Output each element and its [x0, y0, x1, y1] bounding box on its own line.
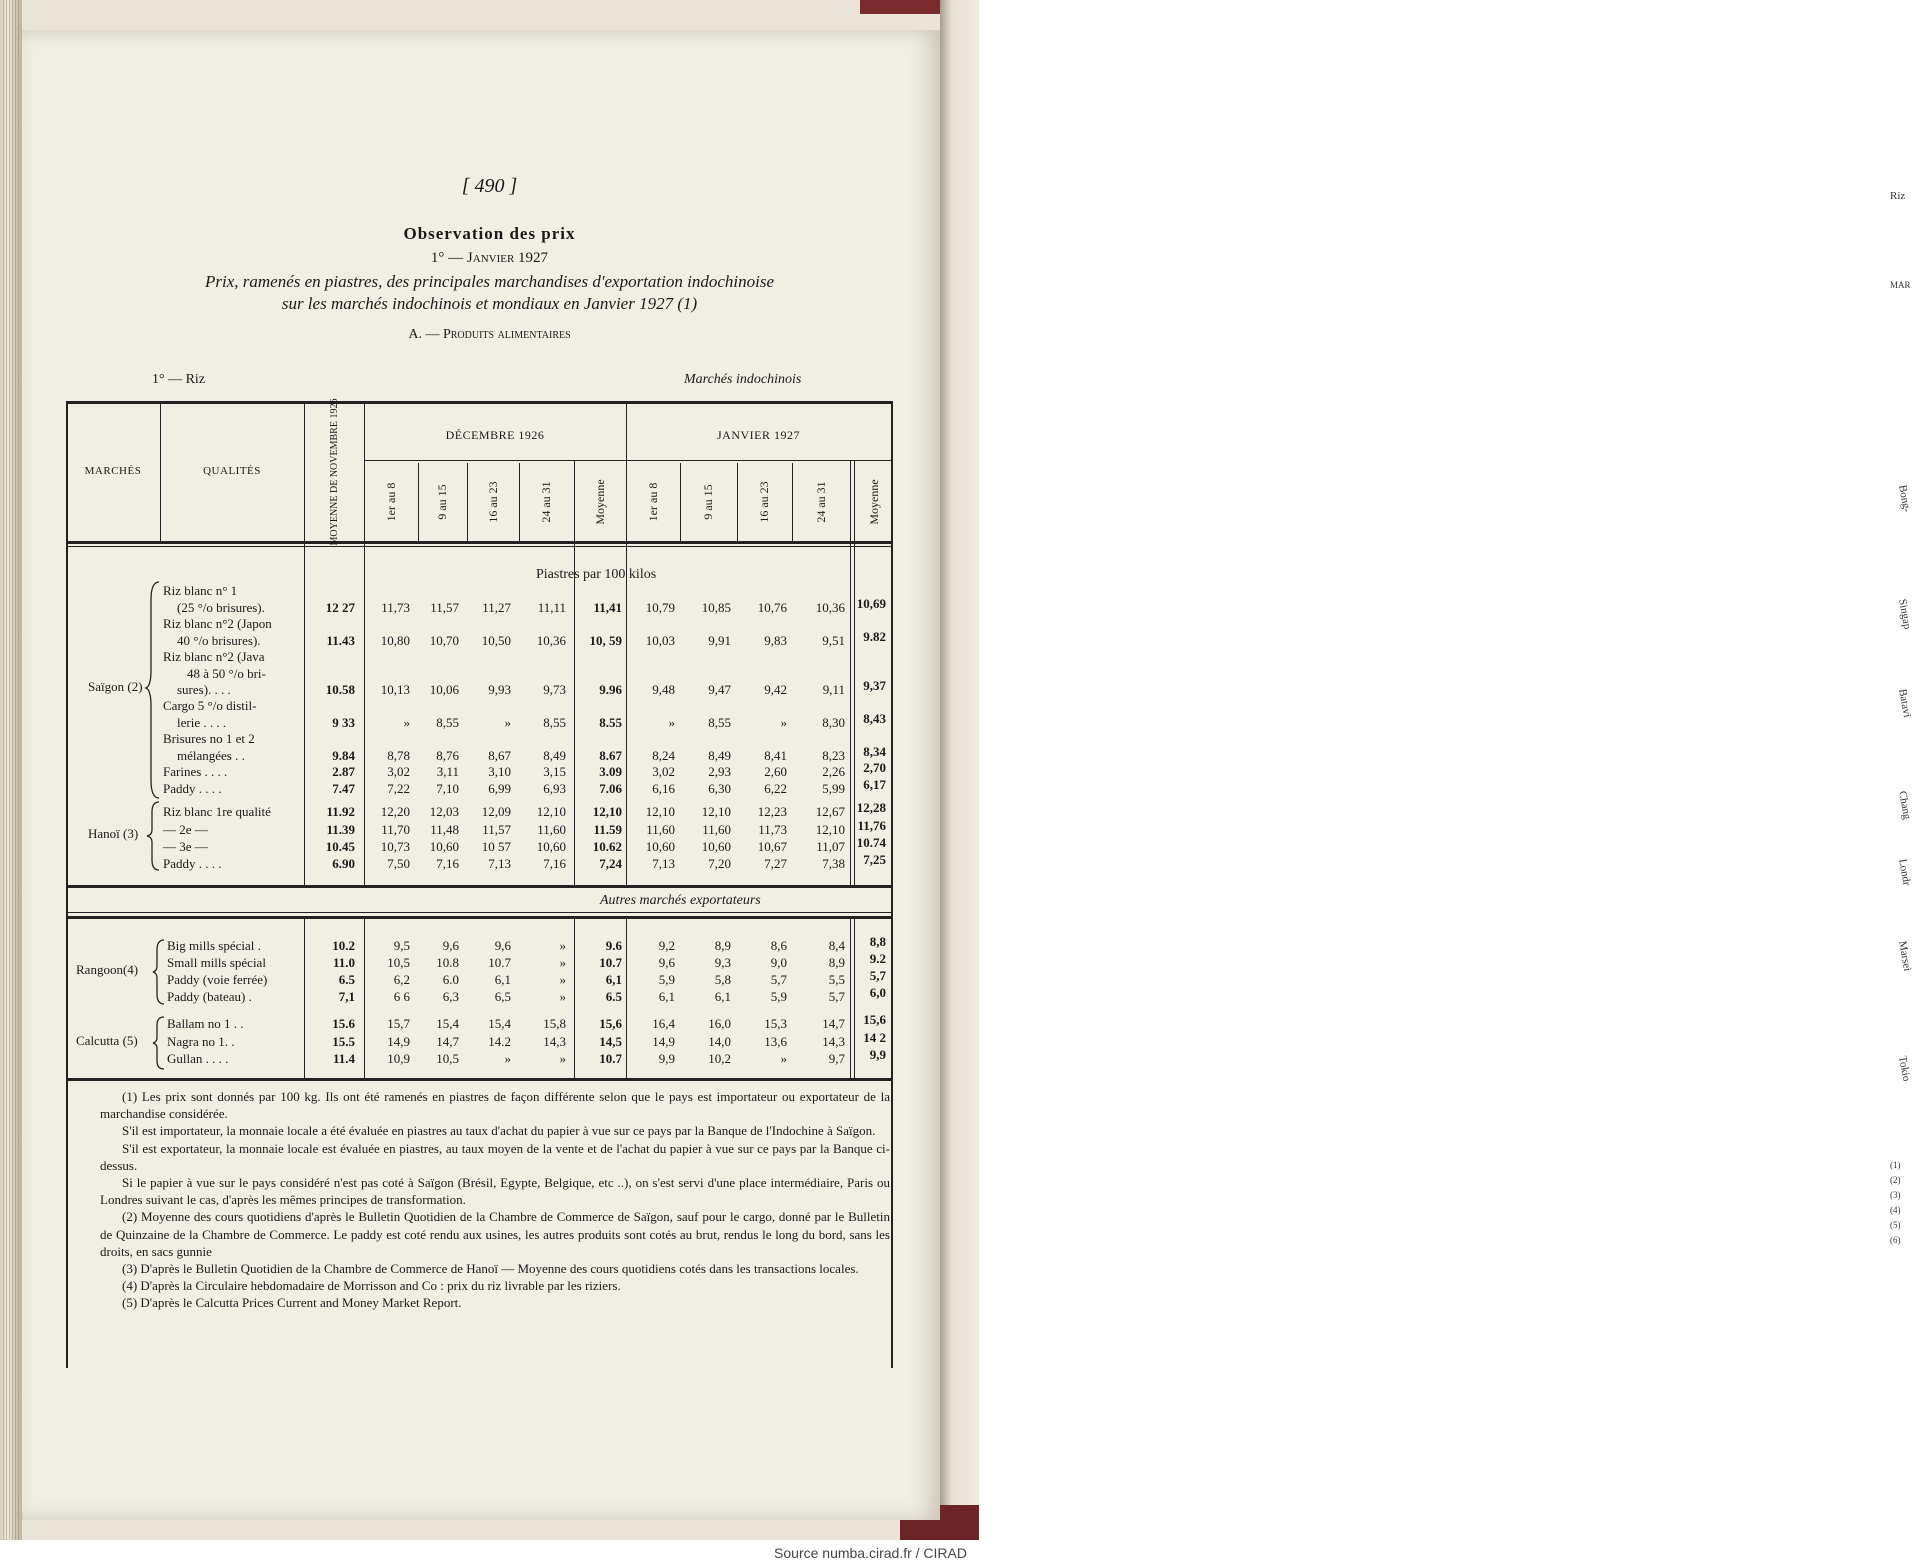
price-cell: 8,41: [764, 747, 787, 763]
footnote: S'il est exportateur, la monnaie locale est évaluée en piastres, au taux moyen de la vente et de l'achat du papier à vue sur ce pays par la Banque ci-dessus.: [100, 1140, 890, 1173]
price-cell: 14,3: [822, 1034, 845, 1049]
footnote: S'il est importateur, la monnaie locale a été évaluée en piastres au taux d'achat du papier à vue sur ce pays par la Banque de l'Indochine à Saïgon.: [122, 1123, 876, 1139]
price-cell: 14,7: [822, 1016, 845, 1031]
price-cell: 12,10: [701, 804, 731, 819]
side-fragment: Batavi: [1896, 688, 1913, 719]
price-cell: 8,43: [863, 710, 886, 726]
price-cell: 11,41: [593, 599, 622, 615]
side-fragment: Chang: [1896, 790, 1913, 821]
price-cell: 8.67: [599, 747, 622, 763]
header-period: 16 au 23: [757, 481, 771, 523]
price-cell: 8,9: [714, 938, 731, 953]
price-cell: 9 33: [332, 714, 355, 730]
price-cell: 10.8: [436, 955, 459, 970]
quality-label: mélangées . .: [177, 747, 245, 763]
price-cell: 11,48: [430, 822, 459, 837]
price-cell: 7,38: [822, 856, 845, 871]
price-cell: 14 2: [863, 1030, 886, 1045]
price-cell: 3,02: [652, 764, 675, 779]
price-cell: 10.45: [325, 839, 355, 854]
side-fragment: (1): [1890, 1160, 1901, 1170]
price-cell: 6.5: [605, 989, 622, 1004]
price-cell: 14,3: [543, 1034, 566, 1049]
price-cell: 7.47: [332, 781, 355, 796]
price-cell: 9,6: [442, 938, 459, 953]
price-cell: 7,13: [488, 856, 511, 871]
price-cell: 6,3: [442, 989, 459, 1004]
price-cell: 11.4: [332, 1051, 355, 1066]
price-cell: 12,10: [645, 804, 675, 819]
price-cell: »: [504, 714, 511, 730]
price-cell: 9.6: [605, 938, 622, 953]
price-cell: »: [559, 938, 566, 953]
footnote: Si le papier à vue sur le pays considéré n'est pas coté à Saïgon (Brésil, Egypte, Belgique, etc ..), on s'est servi d'une place intermédiaire, Paris ou Londres suivant le cas, d'après les mêmes principes de transformation.: [100, 1175, 890, 1208]
price-cell: 6.5: [338, 972, 355, 987]
source-credit: Source numba.cirad.fr / CIRAD: [774, 1545, 967, 1561]
price-cell: 7,24: [599, 856, 622, 871]
price-cell: 10,60: [645, 839, 675, 854]
price-cell: 10.2: [332, 938, 355, 953]
price-cell: 9,9: [658, 1051, 675, 1066]
quality-label: Paddy . . . .: [163, 781, 222, 796]
footnote: (2) Moyenne des cours quotidiens d'après le Bulletin Quotidien de la Chambre de Commerce de Saïgon, sauf pour le cargo, donné par le Bulletin de Quinzaine de la Chambre de Commerce. Le paddy est coté rendu aux usines, les autres produits sont cotés au brut, rendus le long du bord, sans les droits, en sacs gunnie: [100, 1209, 890, 1259]
price-cell: 5,5: [828, 972, 845, 987]
price-cell: 12,10: [815, 822, 845, 837]
price-cell: 6,22: [764, 781, 787, 796]
side-fragment: (5): [1890, 1220, 1901, 1230]
quality-label: Nagra no 1. .: [167, 1034, 235, 1049]
price-cell: 8.55: [599, 714, 622, 730]
price-cell: 3,10: [488, 764, 511, 779]
quality-label: Cargo 5 °/o distil-: [163, 698, 257, 713]
price-cell: 10,36: [815, 599, 845, 615]
price-cell: 15,6: [599, 1016, 622, 1031]
price-cell: 3,15: [543, 764, 566, 779]
price-cell: 9,91: [708, 632, 731, 648]
price-cell: 15,7: [387, 1016, 410, 1031]
side-fragment: (4): [1890, 1205, 1901, 1215]
price-cell: 6,2: [393, 972, 410, 987]
brace-rangoon: [152, 938, 166, 1006]
price-cell: 10.58: [325, 682, 355, 697]
price-cell: 9,9: [869, 1047, 886, 1062]
quality-label: sures). . . .: [177, 682, 231, 697]
header-december: DÉCEMBRE 1926: [445, 428, 545, 442]
side-fragment: Marsei: [1896, 940, 1913, 973]
price-cell: 10,80: [380, 632, 410, 648]
price-cell: 15,4: [488, 1016, 511, 1031]
price-cell: 9.2: [869, 951, 886, 966]
price-cell: 9,42: [764, 682, 787, 697]
price-cell: 7,13: [652, 856, 675, 871]
price-cell: 7,25: [863, 852, 886, 867]
price-cell: 11,11: [537, 599, 566, 615]
price-cell: 10.74: [856, 835, 886, 850]
price-cell: 9.96: [599, 682, 622, 697]
price-cell: 2,26: [822, 764, 845, 779]
price-cell: 11,27: [482, 599, 511, 615]
price-cell: 3,11: [436, 764, 459, 779]
header-period: 9 au 15: [435, 484, 449, 520]
brace-hanoi: [146, 800, 162, 872]
price-cell: 7,10: [436, 781, 459, 796]
price-cell: 11.43: [326, 632, 355, 648]
price-cell: 8,34: [863, 743, 886, 759]
quality-label: Riz blanc 1re qualité: [163, 804, 271, 819]
side-fragment: (3): [1890, 1190, 1901, 1200]
price-cell: 10,2: [708, 1051, 731, 1066]
price-cell: 11.92: [326, 804, 355, 819]
brace-calcutta: [152, 1015, 166, 1071]
price-cell: 10,79: [645, 599, 675, 615]
price-cell: 11,60: [537, 822, 566, 837]
quality-label: 48 à 50 °/o bri-: [187, 665, 266, 681]
price-cell: 7,22: [387, 781, 410, 796]
price-cell: »: [403, 714, 410, 730]
quality-label: Paddy (bateau) .: [167, 989, 252, 1004]
price-cell: 2,60: [764, 764, 787, 779]
price-cell: 8,23: [822, 747, 845, 763]
price-cell: 9,73: [543, 682, 566, 697]
quality-label: Farines . . . .: [163, 764, 228, 779]
header-january: JANVIER 1927: [717, 428, 800, 442]
footnote: (3) D'après le Bulletin Quotidien de la Chambre de Commerce de Hanoï — Moyenne des cours quotidiens cotés dans les transactions locales.: [122, 1261, 859, 1277]
quality-label: — 2e —: [163, 822, 208, 837]
quality-label: Riz blanc n°2 (Japon: [163, 616, 272, 631]
price-cell: 11,73: [758, 822, 787, 837]
price-cell: »: [668, 714, 675, 730]
price-cell: »: [780, 1051, 787, 1066]
header-period: 24 au 31: [539, 481, 553, 523]
price-cell: 14,9: [387, 1034, 410, 1049]
price-cell: 10,06: [429, 682, 459, 697]
price-cell: 7,16: [436, 856, 459, 871]
quality-label: Paddy . . . .: [163, 856, 222, 871]
page-number: [ 490 ]: [461, 175, 518, 197]
side-fragment: Riz: [1890, 190, 1906, 202]
price-cell: 9,5: [393, 938, 410, 953]
price-cell: »: [559, 955, 566, 970]
market-saigon: Saïgon (2): [88, 679, 143, 694]
price-cell: 11,73: [381, 599, 410, 615]
price-cell: »: [559, 1051, 566, 1066]
price-cell: 15,6: [863, 1012, 886, 1027]
price-cell: 11,60: [646, 822, 675, 837]
price-cell: 12 27: [325, 599, 355, 615]
price-cell: 7,50: [387, 856, 410, 871]
price-cell: 2.87: [332, 764, 355, 779]
price-cell: 8,55: [708, 714, 731, 730]
price-cell: 15.5: [332, 1034, 355, 1049]
price-cell: »: [559, 972, 566, 987]
quality-label: (25 °/o brisures).: [177, 599, 265, 615]
header-period: Moyenne: [593, 479, 607, 525]
price-cell: »: [504, 1051, 511, 1066]
price-cell: 8,55: [543, 714, 566, 730]
price-cell: 9.84: [332, 747, 355, 763]
price-cell: 10,60: [429, 839, 459, 854]
price-cell: 8,6: [770, 938, 787, 953]
footnotes: [100, 1088, 890, 1312]
price-cell: 10,70: [429, 632, 459, 648]
quality-label: — 3e —: [163, 839, 208, 854]
price-cell: 6,5: [494, 989, 511, 1004]
price-cell: 7,16: [543, 856, 566, 871]
price-cell: 5,9: [770, 989, 787, 1004]
price-cell: 12,10: [592, 804, 622, 819]
price-cell: 13,6: [764, 1034, 787, 1049]
price-cell: 7.06: [599, 781, 622, 796]
price-cell: 12,03: [429, 804, 459, 819]
brace-saigon: [145, 580, 163, 800]
side-fragment: Bong-: [1896, 484, 1913, 514]
header-moyenne-novembre: MOYENNE DE NOVEMBRE 1926: [329, 398, 340, 546]
price-cell: 6.0: [442, 972, 459, 987]
price-cell: 3.09: [599, 764, 622, 779]
price-cell: »: [780, 714, 787, 730]
price-cell: 10 57: [481, 839, 511, 854]
price-cell: 12,09: [481, 804, 511, 819]
header-period: 1er au 8: [646, 482, 660, 522]
price-cell: 6.90: [332, 856, 355, 871]
price-cell: 5,7: [869, 968, 886, 983]
quality-label: Big mills spécial .: [167, 938, 261, 953]
subtitle-line-2: sur les marchés indochinois et mondiaux en Janvier 1927 (1): [281, 294, 698, 313]
price-cell: 8,9: [828, 955, 845, 970]
price-cell: 8,76: [436, 747, 459, 763]
price-cell: 9,37: [863, 678, 886, 693]
footnote: (5) D'après le Calcutta Prices Current and Money Market Report.: [122, 1295, 462, 1311]
price-cell: 9,6: [658, 955, 675, 970]
markets-label: Marchés indochinois: [684, 372, 802, 387]
side-fragment: Tokio: [1896, 1055, 1913, 1083]
quality-label: Ballam no 1 . .: [167, 1016, 244, 1031]
price-cell: 6,1: [605, 972, 622, 987]
side-fragment: (2): [1890, 1175, 1901, 1185]
price-cell: 8,55: [436, 714, 459, 730]
header-period: 9 au 15: [701, 484, 715, 520]
price-cell: 11,60: [702, 822, 731, 837]
price-cell: 14,0: [708, 1034, 731, 1049]
header-period: Moyenne: [867, 479, 881, 525]
page-title: Observation des prix: [403, 224, 576, 243]
side-fragment: (6): [1890, 1235, 1901, 1245]
quality-label: Small mills spécial: [167, 955, 266, 970]
price-cell: 9,83: [764, 632, 787, 648]
price-cell: 8,49: [708, 747, 731, 763]
price-cell: 11.59: [593, 822, 622, 837]
price-cell: 7,20: [708, 856, 731, 871]
price-cell: 11,70: [381, 822, 410, 837]
unit-label: Piastres par 100 kilos: [536, 567, 657, 582]
price-cell: 10,76: [757, 599, 787, 615]
quality-label: lerie . . . .: [177, 714, 227, 730]
header-qualites: QUALITÉS: [203, 465, 261, 477]
price-cell: 10, 59: [589, 632, 622, 648]
quality-label: Riz blanc n° 1: [163, 583, 238, 598]
side-fragment: Londr: [1896, 858, 1913, 887]
price-cell: 15,3: [764, 1016, 787, 1031]
header-period: 1er au 8: [384, 482, 398, 522]
price-cell: 6,1: [494, 972, 511, 987]
price-cell: 10,73: [380, 839, 410, 854]
other-markets-label: Autres marchés exportateurs: [600, 893, 761, 908]
price-cell: 9,0: [770, 955, 787, 970]
price-cell: 6,17: [863, 777, 886, 792]
price-cell: 11.0: [332, 955, 355, 970]
price-cell: 9,51: [822, 632, 845, 648]
price-cell: 10,85: [701, 599, 731, 615]
price-cell: 10,5: [387, 955, 410, 970]
price-cell: 5,8: [714, 972, 731, 987]
price-cell: 9,2: [658, 938, 675, 953]
price-cell: 10.62: [592, 839, 622, 854]
side-fragment: MAR: [1890, 280, 1911, 290]
price-cell: 6,30: [708, 781, 731, 796]
price-cell: 12,20: [380, 804, 410, 819]
market-rangoon: Rangoon(4): [76, 962, 139, 977]
footnote: (4) D'après la Circulaire hebdomadaire de Morrisson and Co : prix du riz livrable par les riziers.: [122, 1278, 621, 1294]
price-cell: 12,23: [757, 804, 787, 819]
price-cell: 11,57: [430, 599, 459, 615]
price-cell: 6,0: [869, 985, 886, 1000]
price-cell: 15,8: [543, 1016, 566, 1031]
price-cell: 10,5: [436, 1051, 459, 1066]
header-period: 24 au 31: [814, 481, 828, 523]
price-cell: 8,67: [488, 747, 511, 763]
price-cell: 10.7: [599, 955, 622, 970]
price-cell: 8,30: [822, 714, 845, 730]
price-cell: 2,70: [863, 760, 886, 775]
price-cell: 7,27: [764, 856, 787, 871]
price-cell: 5,7: [828, 989, 845, 1004]
price-cell: »: [559, 989, 566, 1004]
price-cell: 10,60: [701, 839, 731, 854]
price-cell: 14,5: [599, 1034, 622, 1049]
price-cell: 16,0: [708, 1016, 731, 1031]
price-cell: 2,93: [708, 764, 731, 779]
price-cell: 10,50: [481, 632, 511, 648]
price-cell: 8,24: [652, 747, 675, 763]
subtitle-date: 1° — Janvier 1927: [430, 250, 549, 266]
price-cell: 14,7: [436, 1034, 459, 1049]
price-cell: 9,7: [828, 1051, 845, 1066]
price-cell: 14.2: [488, 1034, 511, 1049]
price-cell: 6,16: [652, 781, 675, 796]
price-cell: 14,9: [652, 1034, 675, 1049]
price-cell: 11,07: [816, 839, 845, 854]
price-cell: 5,99: [822, 781, 845, 796]
price-cell: 12,10: [536, 804, 566, 819]
price-cell: 12,67: [815, 804, 845, 819]
price-cell: 11,76: [857, 818, 886, 833]
footnote: (1) Les prix sont donnés par 100 kg. Ils ont été ramenés en piastres de façon différente selon que le pays est importateur ou exportateur de la marchandise considérée.: [100, 1089, 890, 1122]
price-cell: 8,78: [387, 747, 410, 763]
price-cell: 15,4: [436, 1016, 459, 1031]
price-cell: 10,60: [536, 839, 566, 854]
price-cell: 12,28: [856, 800, 886, 815]
quality-label: Riz blanc n°2 (Java: [163, 649, 265, 664]
price-cell: 6,93: [543, 781, 566, 796]
price-cell: 11.39: [326, 822, 355, 837]
price-cell: 8,49: [543, 747, 566, 763]
price-cell: 10,69: [856, 595, 886, 611]
price-cell: 10.7: [599, 1051, 622, 1066]
market-calcutta: Calcutta (5): [76, 1033, 138, 1048]
subtitle-line-1: Prix, ramenés en piastres, des principales marchandises d'exportation indochinoise: [205, 272, 774, 291]
price-cell: 10,13: [380, 682, 410, 697]
price-cell: 9,3: [714, 955, 731, 970]
price-cell: 5,7: [770, 972, 787, 987]
price-cell: 10.7: [488, 955, 511, 970]
price-cell: 9,48: [652, 682, 675, 697]
price-cell: 10,03: [645, 632, 675, 648]
price-cell: 5,9: [658, 972, 675, 987]
price-cell: 9.82: [863, 628, 886, 644]
price-cell: 9,47: [708, 682, 731, 697]
price-cell: 10,9: [387, 1051, 410, 1066]
price-cell: 15.6: [332, 1016, 355, 1031]
price-cell: 9,11: [822, 682, 845, 697]
header-period: 16 au 23: [486, 481, 500, 523]
footer: [0, 1540, 979, 1566]
price-cell: 10,36: [536, 632, 566, 648]
quality-label: Brisures no 1 et 2: [163, 731, 255, 746]
price-cell: 8,8: [869, 934, 886, 949]
price-cell: 9,93: [488, 682, 511, 697]
quality-label: 40 °/o brisures).: [177, 632, 261, 648]
price-cell: 3,02: [387, 764, 410, 779]
price-cell: 11,57: [482, 822, 511, 837]
price-cell: 6,1: [714, 989, 731, 1004]
side-fragment: Singap: [1896, 598, 1913, 631]
section-heading: A. — Produits alimentaires: [408, 327, 571, 342]
price-cell: 16,4: [652, 1016, 675, 1031]
price-cell: 6 6: [393, 989, 410, 1004]
quality-label: Paddy (voie ferrée): [167, 972, 268, 987]
header-marches: MARCHÉS: [84, 465, 142, 477]
price-cell: 6,1: [658, 989, 675, 1004]
price-cell: 10,67: [757, 839, 787, 854]
price-cell: 7,1: [338, 989, 355, 1004]
market-hanoi: Hanoï (3): [88, 826, 139, 841]
price-cell: 9,6: [494, 938, 511, 953]
price-cell: 8,4: [828, 938, 845, 953]
price-cell: 6,99: [488, 781, 511, 796]
product-label: 1° — Riz: [152, 372, 206, 387]
quality-label: Gullan . . . .: [167, 1051, 229, 1066]
